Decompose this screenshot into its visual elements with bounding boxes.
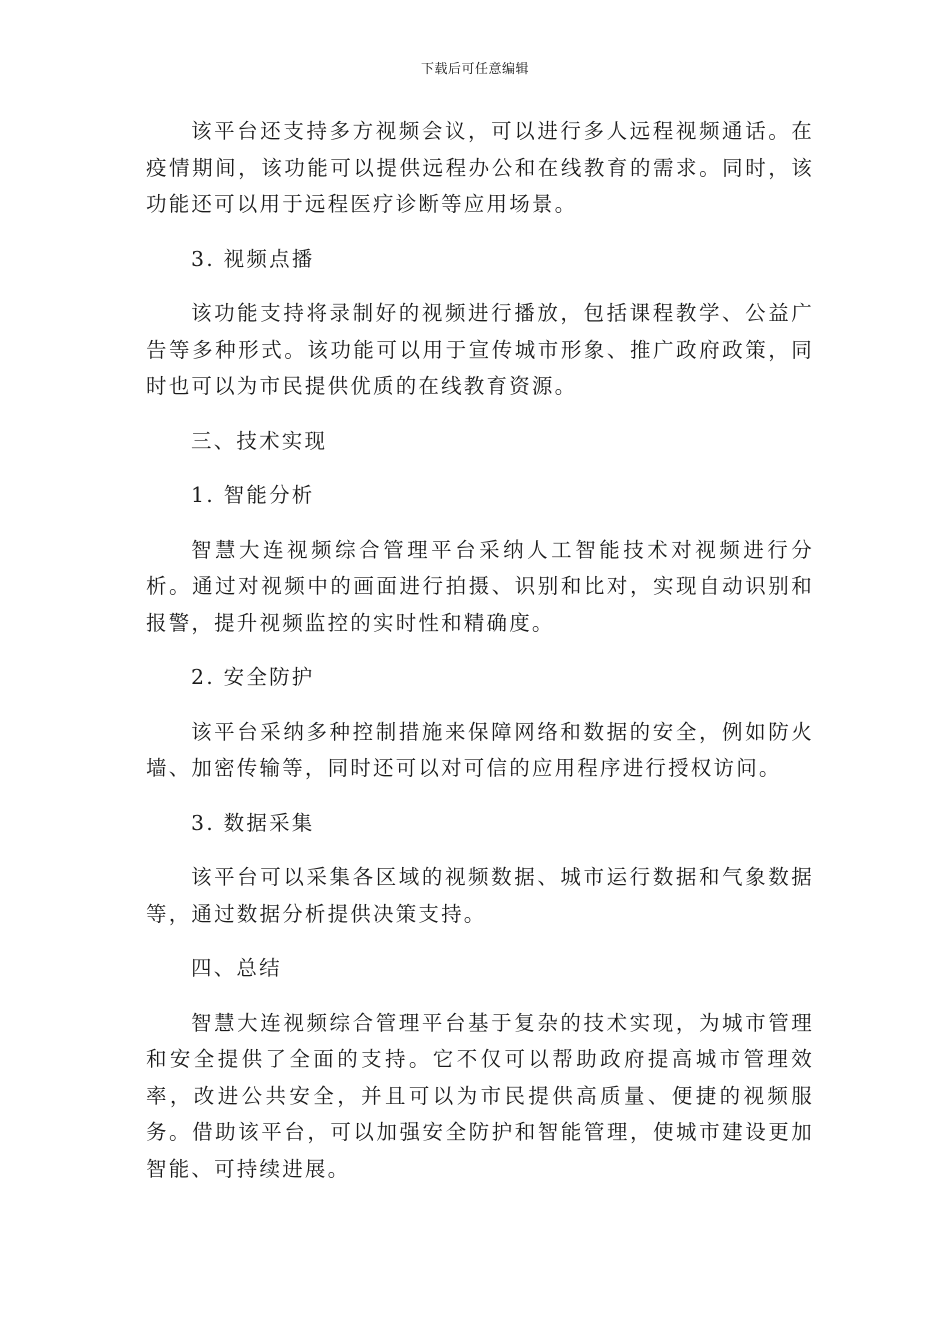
heading-summary: 四、总结 [191, 956, 282, 980]
paragraph-security-protection: 该平台采纳多种控制措施来保障网络和数据的安全，例如防火墙、加密传输等，同时还可以对可信的应用程序进行授权访问。 [146, 719, 814, 780]
paragraph-summary: 智慧大连视频综合管理平台基于复杂的技术实现，为城市管理和安全提供了全面的支持。它不仅可以帮助政府提高城市管理效率，改进公共安全，并且可以为市民提供高质量、便捷的视频服务。借助该平台，可以加强安全防护和智能管理，使城市建设更加智能、可持续进展。 [146, 1010, 814, 1181]
heading-video-on-demand: 3. 视频点播 [191, 246, 315, 271]
heading-technical-implementation: 三、技术实现 [191, 428, 328, 453]
document-body [146, 113, 814, 1187]
heading-security-protection: 2. 安全防护 [191, 665, 315, 689]
heading-data-collection: 3. 数据采集 [191, 810, 315, 835]
paragraph-video-on-demand: 该功能支持将录制好的视频进行播放，包括课程教学、公益广告等多种形式。该功能可以用于宣传城市形象、推广政府政策，同时也可以为市民提供优质的在线教育资源。 [146, 301, 814, 398]
heading-intelligent-analysis: 1. 智能分析 [191, 483, 315, 507]
paragraph-intelligent-analysis: 智慧大连视频综合管理平台采纳人工智能技术对视频进行分析。通过对视频中的画面进行拍摄、识别和比对，实现自动识别和报警，提升视频监控的实时性和精确度。 [146, 537, 814, 635]
paragraph-video-conference: 该平台还支持多方视频会议，可以进行多人远程视频通话。在疫情期间，该功能可以提供远程办公和在线教育的需求。同时，该功能还可以用于远程医疗诊断等应用场景。 [146, 119, 814, 216]
paragraph-data-collection: 该平台可以采集各区域的视频数据、城市运行数据和气象数据等，通过数据分析提供决策支持。 [146, 865, 814, 926]
header-note: 下载后可任意编辑 [420, 62, 529, 77]
